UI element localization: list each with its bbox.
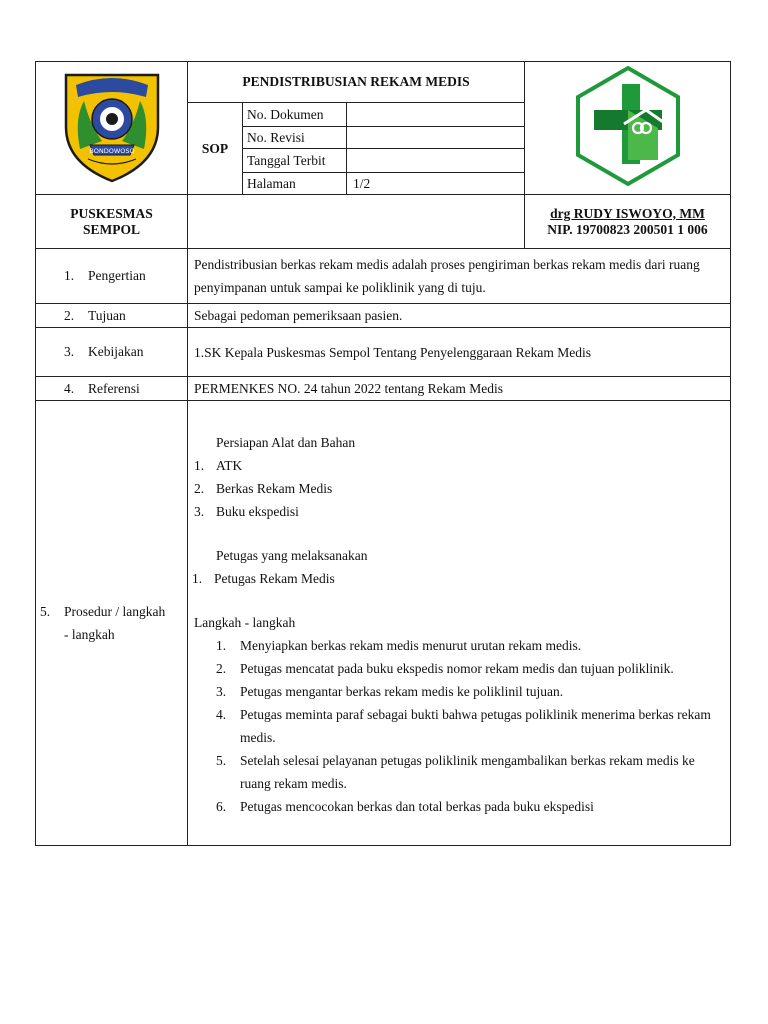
right-logo-cell [525, 62, 731, 195]
step-number: 3. [216, 684, 227, 699]
header-middle-cell [188, 62, 525, 195]
list-number: 2. [194, 481, 205, 496]
step-text: Setelah selesai pelayanan petugas poliklinik mengambalikan berkas rekam medis ke ruang rekam medis. [240, 753, 695, 791]
list-item [194, 500, 724, 523]
section-label-procedure [36, 401, 188, 846]
section-text-purpose: Sebagai pedoman pemeriksaan pasien. [188, 304, 731, 328]
list-number: 3. [194, 504, 205, 519]
organization-cell [36, 195, 188, 249]
step-text: Petugas mencocokan berkas dan total berkas pada buku ekspedisi [240, 799, 594, 814]
meta-block [188, 103, 524, 194]
spacer [194, 590, 724, 611]
sop-document [35, 61, 730, 842]
section-label-policy [36, 328, 188, 377]
left-logo-cell [36, 62, 188, 195]
meta-label-doc-number: No. Dokumen [243, 103, 347, 127]
signer-cell [525, 195, 731, 249]
step-number: 5. [216, 753, 227, 768]
list-item [194, 477, 724, 500]
meta-value-revision [347, 127, 524, 149]
section-text-policy: 1.SK Kepala Puskesmas Sempol Tentang Penyelenggaraan Rekam Medis [188, 328, 731, 377]
org-name-line1: PUSKESMAS [70, 205, 153, 221]
meta-grid [243, 103, 524, 194]
step-number: 2. [216, 661, 227, 676]
prep-title: Persiapan Alat dan Bahan [216, 435, 356, 450]
section-row-reference [36, 377, 731, 401]
section-number: 5. [40, 604, 51, 619]
meta-label-page: Halaman [243, 173, 347, 194]
steps-title: Langkah - langkah [194, 615, 296, 630]
section-label-text: Kebijakan [88, 344, 144, 359]
section-label-definition [36, 249, 188, 304]
section-number: 1. [64, 268, 75, 283]
section-text-reference: PERMENKES NO. 24 tahun 2022 tentang Rekam Medis [188, 377, 731, 401]
step-text: Menyiapkan berkas rekam medis menurut urutan rekam medis. [240, 638, 582, 653]
regency-emblem-icon [60, 67, 164, 185]
procedure-label-line1: Prosedur / langkah [64, 604, 166, 619]
step-item [216, 795, 724, 818]
section-row-definition [36, 249, 731, 304]
list-number: 1. [194, 458, 205, 473]
meta-value-page: 1/2 [353, 175, 371, 191]
meta-label-revision: No. Revisi [243, 127, 347, 149]
list-text: Petugas Rekam Medis [214, 571, 335, 586]
staff-title: Petugas yang melaksanakan [216, 548, 368, 563]
step-number: 6. [216, 799, 227, 814]
list-text: Berkas Rekam Medis [216, 481, 333, 496]
step-text: Petugas mencatat pada buku ekspedis nomor rekam medis dan tujuan poliklinik. [240, 661, 674, 676]
section-row-purpose [36, 304, 731, 328]
section-number: 2. [64, 307, 75, 323]
org-name-line2: SEMPOL [82, 221, 140, 237]
step-item [216, 749, 724, 795]
step-item [216, 703, 724, 749]
section-label-purpose [36, 304, 188, 328]
list-text: ATK [216, 458, 243, 473]
section-number: 4. [64, 380, 75, 396]
step-item [216, 657, 724, 680]
list-item [192, 567, 724, 590]
section-row-policy [36, 328, 731, 377]
list-item [194, 454, 724, 477]
org-row [36, 195, 731, 249]
step-text: Petugas meminta paraf sebagai bukti bahwa petugas poliklinik menerima berkas rekam medis. [240, 707, 711, 745]
section-label-text: Tujuan [88, 307, 126, 323]
section-row-procedure [36, 401, 731, 846]
section-label-text: Referensi [88, 380, 140, 396]
emblem-text: BONDOWOSO [88, 147, 135, 155]
section-number: 3. [64, 344, 75, 359]
step-text: Petugas mengantar berkas rekam medis ke poliklinil tujuan. [240, 684, 564, 699]
section-label-text [64, 600, 165, 646]
section-text-definition: Pendistribusian berkas rekam medis adalah proses pengiriman berkas rekam medis dari ruang penyimpanan untuk sampai ke poliklinik yang di tuju. [188, 249, 731, 304]
sop-table [35, 61, 731, 846]
procedure-content [188, 401, 731, 846]
sop-label: SOP [188, 103, 243, 194]
step-item [216, 634, 724, 657]
section-label-reference [36, 377, 188, 401]
header-row [36, 62, 731, 195]
list-text: Buku ekspedisi [216, 504, 299, 519]
step-number: 1. [216, 638, 227, 653]
puskesmas-logo-icon [566, 64, 690, 188]
procedure-label-line2: - langkah [64, 627, 115, 642]
document-title: PENDISTRIBUSIAN REKAM MEDIS [188, 62, 524, 103]
signer-nip: NIP. 19700823 200501 1 006 [547, 221, 708, 237]
spacer [194, 523, 724, 544]
meta-label-issue-date: Tanggal Terbit [243, 149, 347, 173]
list-number: 1. [192, 571, 203, 586]
meta-value-doc-number [347, 103, 524, 127]
section-label-text: Pengertian [88, 268, 146, 283]
meta-value-issue-date [347, 149, 524, 173]
empty-middle-cell [188, 195, 525, 249]
step-number: 4. [216, 707, 227, 722]
step-item [216, 680, 724, 703]
signer-name: drg RUDY ISWOYO, MM [550, 205, 705, 221]
